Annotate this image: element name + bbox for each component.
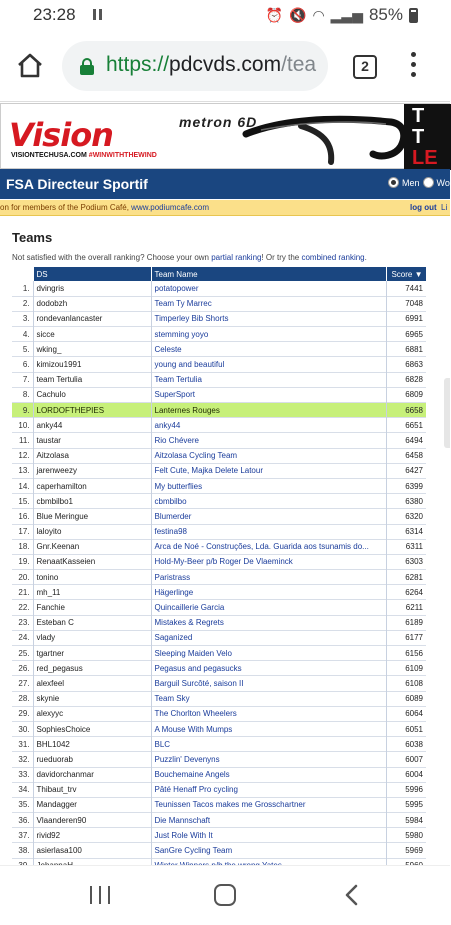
table-row — [12, 554, 426, 569]
radio-men-label: Men — [402, 177, 420, 188]
score-cell: 6828 — [386, 372, 426, 387]
recent-apps-icon[interactable] — [90, 886, 110, 904]
table-row — [12, 387, 426, 402]
scroll-indicator[interactable] — [444, 378, 450, 448]
product-name: metron 6D — [179, 114, 258, 130]
team-link[interactable]: Pegasus and pegasucks — [151, 661, 386, 676]
team-link[interactable]: Arca de Noé - Construções, Lda. Guarida aos tsunamis do... — [151, 539, 386, 554]
column-header-score[interactable]: Score ▼ — [386, 267, 426, 281]
rank-cell: 15. — [18, 496, 30, 506]
score-cell: 6651 — [386, 418, 426, 433]
rank-cell: 10. — [18, 420, 30, 430]
column-header-team[interactable]: Team Name — [151, 267, 386, 281]
radio-men[interactable] — [388, 177, 399, 188]
team-link[interactable]: Barguil Surcôté, saison II — [151, 676, 386, 691]
gender-toggle — [388, 177, 450, 188]
team-link[interactable]: Teunissen Tacos makes me Grosschartner — [151, 797, 386, 812]
table-row — [12, 600, 426, 615]
media-pause-icon — [93, 9, 103, 20]
team-link[interactable]: cbmbilbo — [151, 494, 386, 509]
ds-cell: Aitzolasa — [33, 448, 151, 463]
team-link[interactable]: Sleeping Maiden Velo — [151, 646, 386, 661]
team-link[interactable]: BLC — [151, 737, 386, 752]
table-row — [12, 721, 426, 736]
team-link[interactable]: A Mouse With Mumps — [151, 721, 386, 736]
rank-cell: 38. — [18, 846, 30, 856]
rank-cell: 7. — [22, 375, 30, 385]
home-nav-icon[interactable] — [214, 884, 236, 906]
ds-cell: laloyito — [33, 524, 151, 539]
team-link[interactable]: Hägerlinge — [151, 585, 386, 600]
ds-cell: tonino — [33, 570, 151, 585]
score-cell: 6051 — [386, 721, 426, 736]
tab-switcher-button[interactable]: 2 — [353, 55, 377, 79]
ds-cell: dvingris — [33, 281, 151, 296]
rank-cell: 12. — [18, 451, 30, 461]
score-cell: 6108 — [386, 676, 426, 691]
team-link[interactable]: Just Role With It — [151, 828, 386, 843]
rank-cell: 33. — [18, 770, 30, 780]
rank-cell: 26. — [18, 663, 30, 673]
score-cell: 6881 — [386, 342, 426, 357]
url-text[interactable]: https://pdcvds.com/tea — [106, 53, 317, 76]
ds-cell: RenaatKasseien — [33, 554, 151, 569]
lock-icon — [80, 58, 94, 74]
team-link[interactable]: Felt Cute, Majka Delete Latour — [151, 463, 386, 478]
status-bar — [0, 0, 450, 30]
table-row — [12, 372, 426, 387]
score-cell: 6863 — [386, 357, 426, 372]
team-link[interactable]: The Chorlton Wheelers — [151, 706, 386, 721]
table-row — [12, 357, 426, 372]
score-cell: 6281 — [386, 570, 426, 585]
score-cell: 5984 — [386, 813, 426, 828]
column-header-ds[interactable]: DS — [33, 267, 151, 281]
back-icon[interactable] — [343, 884, 359, 906]
banner-tagline: VISIONTECHUSA.COM #WINWITHTHEWIND — [11, 152, 157, 159]
score-cell: 5995 — [386, 797, 426, 812]
ds-cell: rueduorab — [33, 752, 151, 767]
table-row — [12, 797, 426, 812]
table-row — [12, 782, 426, 797]
battery-percent: 85% — [368, 5, 403, 24]
ds-cell: SophiesChoice — [33, 721, 151, 736]
score-cell: 6038 — [386, 737, 426, 752]
browser-toolbar — [0, 30, 450, 102]
table-row — [12, 570, 426, 585]
ds-cell: alexfeel — [33, 676, 151, 691]
ds-cell: taustar — [33, 433, 151, 448]
table-row — [12, 478, 426, 493]
rank-cell: 21. — [18, 587, 30, 597]
team-link[interactable]: Team Sky — [151, 691, 386, 706]
rank-cell: 27. — [18, 678, 30, 688]
score-cell: 6427 — [386, 463, 426, 478]
table-row — [12, 311, 426, 326]
rank-cell: 5. — [22, 344, 30, 354]
score-cell: 6109 — [386, 661, 426, 676]
score-cell: 6965 — [386, 327, 426, 342]
score-cell: 6156 — [386, 646, 426, 661]
score-cell: 6991 — [386, 311, 426, 326]
table-row — [12, 418, 426, 433]
table-row — [12, 767, 426, 782]
mute-icon: 🔇 — [289, 6, 307, 23]
score-cell: 6211 — [386, 600, 426, 615]
team-link[interactable]: Blumerder — [151, 509, 386, 524]
table-row — [12, 494, 426, 509]
ds-cell: sicce — [33, 327, 151, 342]
section-heading: Teams — [12, 230, 53, 245]
rank-cell: 17. — [18, 527, 30, 537]
rank-cell: 18. — [18, 542, 30, 552]
table-row — [12, 615, 426, 630]
rank-cell: 4. — [22, 329, 30, 339]
rank-cell: 34. — [18, 785, 30, 795]
table-row — [12, 737, 426, 752]
rank-cell: 3. — [22, 314, 30, 324]
rank-cell: 8. — [22, 390, 30, 400]
table-row — [12, 342, 426, 357]
ranking-intro: Not satisfied with the overall ranking? Choose your own partial ranking! Or try the combined ranking. — [12, 253, 367, 262]
ds-cell: Gnr.Keenan — [33, 539, 151, 554]
table-row — [12, 448, 426, 463]
signal-icon: ▂▃▅ — [330, 6, 363, 23]
table-row — [12, 813, 426, 828]
teams-table — [12, 267, 427, 874]
table-row — [12, 509, 426, 524]
handlebar-image — [241, 112, 411, 167]
team-link[interactable]: Celeste — [151, 342, 386, 357]
table-row — [12, 281, 426, 296]
ds-cell: wking_ — [33, 342, 151, 357]
rank-cell: 11. — [18, 435, 30, 445]
table-row — [12, 327, 426, 342]
team-link[interactable]: SuperSport — [151, 387, 386, 402]
ds-cell: davidorchanmar — [33, 767, 151, 782]
score-cell: 6311 — [386, 539, 426, 554]
team-link[interactable]: Rio Chévere — [151, 433, 386, 448]
table-row — [12, 539, 426, 554]
ds-cell: Blue Meringue — [33, 509, 151, 524]
ds-cell: alexyyc — [33, 706, 151, 721]
team-link[interactable]: Quincaillerie Garcia — [151, 600, 386, 615]
table-row — [12, 828, 426, 843]
rank-cell: 1. — [22, 283, 30, 293]
web-content — [0, 103, 450, 865]
status-time: 23:28 — [33, 5, 76, 24]
table-row — [12, 524, 426, 539]
ds-cell: Vlaanderen90 — [33, 813, 151, 828]
team-link[interactable]: festina98 — [151, 524, 386, 539]
ds-cell: cbmbilbo1 — [33, 494, 151, 509]
ds-cell: kimizou1991 — [33, 357, 151, 372]
score-cell: 6399 — [386, 478, 426, 493]
ds-cell: team Tertulia — [33, 372, 151, 387]
rank-cell: 28. — [18, 694, 30, 704]
score-cell: 6177 — [386, 630, 426, 645]
rank-cell: 36. — [18, 815, 30, 825]
table-row — [12, 676, 426, 691]
team-link[interactable]: Team Ty Marrec — [151, 296, 386, 311]
rank-cell: 19. — [18, 557, 30, 567]
table-row — [12, 585, 426, 600]
score-cell: 6380 — [386, 494, 426, 509]
ds-cell: jarenweezy — [33, 463, 151, 478]
score-cell: 5969 — [386, 843, 426, 858]
team-link[interactable]: Mistakes & Regrets — [151, 615, 386, 630]
rank-cell: 22. — [18, 603, 30, 613]
score-cell: 6809 — [386, 387, 426, 402]
table-row — [12, 843, 426, 858]
ds-cell: rivid92 — [33, 828, 151, 843]
rank-cell: 9. — [12, 403, 33, 418]
ds-cell: Esteban C — [33, 615, 151, 630]
team-link[interactable]: Lanternes Rouges — [151, 403, 386, 418]
wifi-icon: ◠ — [312, 6, 325, 23]
ds-cell: rondevanlancaster — [33, 311, 151, 326]
rank-cell: 16. — [18, 511, 30, 521]
radio-women-label: Wo — [436, 177, 450, 188]
team-link[interactable]: Hold-My-Beer p/b Roger De Vlaeminck — [151, 554, 386, 569]
table-row — [12, 661, 426, 676]
teams-section — [12, 216, 450, 262]
score-cell: 6064 — [386, 706, 426, 721]
table-row — [12, 463, 426, 478]
score-cell: 7441 — [386, 281, 426, 296]
team-link[interactable]: Team Tertulia — [151, 372, 386, 387]
table-row — [12, 630, 426, 645]
team-link[interactable]: young and beautiful — [151, 357, 386, 372]
system-nav-bar — [0, 865, 450, 925]
site-header — [0, 169, 450, 199]
ds-cell: Mandagger — [33, 797, 151, 812]
rank-cell: 31. — [18, 739, 30, 749]
ds-cell: anky44 — [33, 418, 151, 433]
score-cell: 6007 — [386, 752, 426, 767]
score-cell: 6320 — [386, 509, 426, 524]
rank-cell: 24. — [18, 633, 30, 643]
team-link[interactable]: Puzzlin' Devenyns — [151, 752, 386, 767]
ds-cell: red_pegasus — [33, 661, 151, 676]
score-cell: 6089 — [386, 691, 426, 706]
table-row — [12, 706, 426, 721]
ds-cell: vlady — [33, 630, 151, 645]
vision-logo: Vision — [9, 116, 113, 154]
ds-cell: mh_11 — [33, 585, 151, 600]
rank-cell: 35. — [18, 800, 30, 810]
rank-cell: 25. — [18, 648, 30, 658]
rank-cell: 2. — [22, 299, 30, 309]
rank-cell: 29. — [18, 709, 30, 719]
table-row — [12, 752, 426, 767]
site-title: FSA Directeur Sportif — [6, 176, 148, 192]
rank-cell: 37. — [18, 830, 30, 840]
team-link[interactable]: stemming yoyo — [151, 327, 386, 342]
score-cell: 6458 — [386, 448, 426, 463]
rank-cell: 32. — [18, 754, 30, 764]
table-header-row — [12, 267, 426, 281]
combined-ranking-link[interactable]: combined ranking — [301, 253, 365, 262]
address-bar[interactable] — [62, 41, 328, 91]
alarm-icon: ⏰ — [265, 6, 283, 23]
ds-cell: BHL1042 — [33, 737, 151, 752]
score-cell: 6189 — [386, 615, 426, 630]
ds-cell: LORDOFTHEPIES — [33, 403, 151, 418]
rank-cell: 23. — [18, 618, 30, 628]
logout-link[interactable]: log out — [410, 203, 437, 212]
score-cell: 5996 — [386, 782, 426, 797]
ds-cell: Fanchie — [33, 600, 151, 615]
table-row — [12, 691, 426, 706]
team-link[interactable]: Die Mannschaft — [151, 813, 386, 828]
score-cell: 6494 — [386, 433, 426, 448]
ds-cell: skynie — [33, 691, 151, 706]
ds-cell: asierlasa100 — [33, 843, 151, 858]
rank-cell: 20. — [18, 572, 30, 582]
battery-icon — [409, 8, 418, 23]
overflow-menu-icon[interactable] — [410, 52, 418, 78]
ds-cell: Cachulo — [33, 387, 151, 402]
ds-cell: caperhamilton — [33, 478, 151, 493]
score-cell: 7048 — [386, 296, 426, 311]
partial-ranking-link[interactable]: partial ranking — [211, 253, 262, 262]
team-link[interactable]: Saganized — [151, 630, 386, 645]
team-link[interactable]: potatopower — [151, 281, 386, 296]
team-link[interactable]: anky44 — [151, 418, 386, 433]
score-cell: 6303 — [386, 554, 426, 569]
team-link[interactable]: SanGre Cycling Team — [151, 843, 386, 858]
rank-cell: 13. — [18, 466, 30, 476]
rank-cell: 6. — [22, 360, 30, 370]
podiumcafe-link[interactable]: www.podiumcafe.com — [131, 203, 209, 212]
team-link[interactable]: My butterflies — [151, 478, 386, 493]
rank-cell: 30. — [18, 724, 30, 734]
team-link[interactable]: Timperley Bib Shorts — [151, 311, 386, 326]
table-row — [12, 296, 426, 311]
home-icon[interactable] — [16, 52, 44, 78]
team-link[interactable]: Pâté Henaff Pro cycling — [151, 782, 386, 797]
score-cell: 6314 — [386, 524, 426, 539]
table-row — [12, 403, 426, 418]
radio-women[interactable] — [423, 177, 434, 188]
teams-table-body — [12, 281, 426, 873]
team-link[interactable]: Paristrass — [151, 570, 386, 585]
score-cell: 6658 — [386, 403, 426, 418]
member-notice: on for members of the Podium Café, www.podiumcafe.com log out Li — [0, 200, 450, 216]
score-cell: 6004 — [386, 767, 426, 782]
team-link[interactable]: Bouchemaine Angels — [151, 767, 386, 782]
banner-side-text: T T LE — [404, 104, 451, 170]
rank-cell: 14. — [18, 481, 30, 491]
table-row — [12, 433, 426, 448]
ds-cell: dodobzh — [33, 296, 151, 311]
ad-banner[interactable] — [0, 103, 450, 169]
team-link[interactable]: Aitzolasa Cycling Team — [151, 448, 386, 463]
table-row — [12, 646, 426, 661]
ds-cell: Thibaut_trv — [33, 782, 151, 797]
ds-cell: tgartner — [33, 646, 151, 661]
notice-link-cut[interactable]: Li — [441, 203, 448, 212]
score-cell: 5980 — [386, 828, 426, 843]
score-cell: 6264 — [386, 585, 426, 600]
